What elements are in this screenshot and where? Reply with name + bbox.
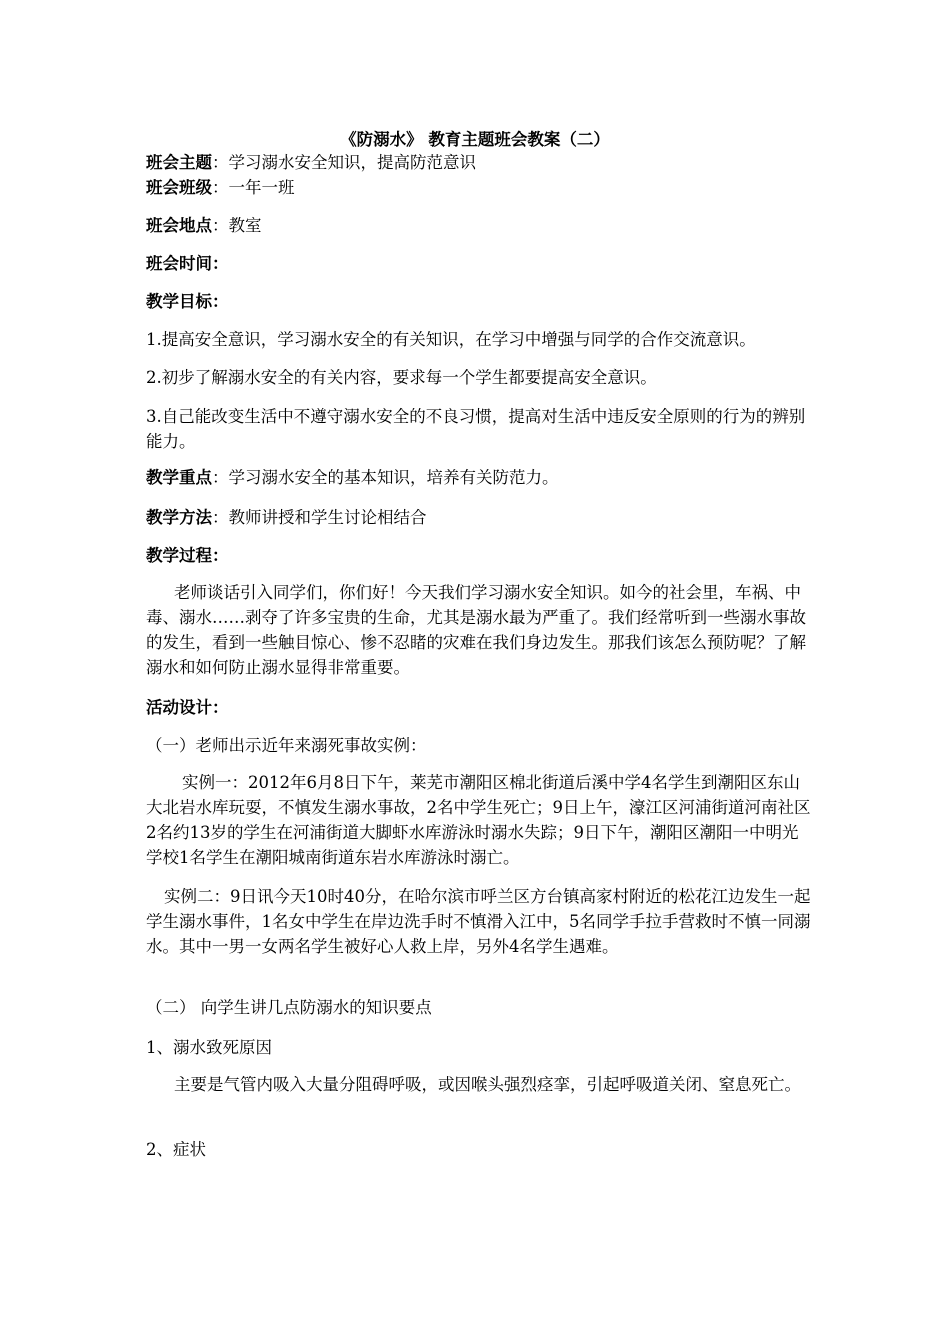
- theme-row: 班会主题：学习溺水安全知识，提高防范意识: [146, 153, 476, 172]
- goals-heading: 教学目标：: [146, 292, 229, 311]
- theme-value: 学习溺水安全知识，提高防范意识: [228, 153, 476, 172]
- place-row: 班会地点：教室: [146, 216, 262, 235]
- goal-item: 1.提高安全意识，学习溺水安全的有关知识，在学习中增强与同学的合作交流意识。: [146, 330, 756, 349]
- example-paragraph: 实例二：9日讯今天10时40分，在哈尔滨市呼兰区方台镇高家村附近的松花江边发生一起学生溺水事件，1名女中学生在岸边洗手时不慎滑入江中，5名同学手拉手营救时不慎一同溺水。其中一男一女两名学生被好心人救上岸，另外4名学生遇难。: [146, 887, 811, 956]
- document-title: 《防溺水》 教育主题班会教案（二）: [340, 130, 610, 149]
- point-heading: 2、症状: [146, 1140, 206, 1159]
- method-label: 教学方法: [146, 508, 212, 527]
- theme-label: 班会主题: [146, 153, 212, 172]
- activity-heading: 活动设计：: [146, 698, 229, 717]
- key-row: 教学重点：学习溺水安全的基本知识，培养有关防范力。: [146, 468, 559, 487]
- place-label: 班会地点: [146, 216, 212, 235]
- time-row: 班会时间：: [146, 254, 229, 273]
- point-paragraph: 主要是气管内吸入大量分阻碍呼吸，或因喉头强烈痉挛，引起呼吸道关闭、窒息死亡。: [174, 1075, 801, 1094]
- time-label: 班会时间: [146, 254, 212, 273]
- class-label: 班会班级: [146, 178, 212, 197]
- class-row: 班会班级：一年一班: [146, 178, 295, 197]
- section-heading: （一）老师出示近年来溺死事故实例：: [146, 736, 427, 755]
- method-row: 教学方法：教师讲授和学生讨论相结合: [146, 508, 427, 527]
- method-value: 教师讲授和学生讨论相结合: [228, 508, 427, 527]
- example-paragraph: 实例一：2012年6月8日下午，莱芜市潮阳区棉北街道后溪中学4名学生到潮阳区东山大北岩水库玩耍，不慎发生溺水事故，2名中学生死亡；9日上午，濠江区河浦街道河南社区2名约13岁的学生在河浦街道大脚虾水库游泳时溺水失踪；9日下午，潮阳区潮阳一中明光学校1名学生在潮阳城南街道东岩水库游泳时溺亡。: [146, 773, 811, 867]
- goal-item: 2.初步了解溺水安全的有关内容，要求每一个学生都要提高安全意识。: [146, 368, 657, 387]
- section-heading: （二） 向学生讲几点防溺水的知识要点: [146, 998, 432, 1017]
- process-paragraph: 老师谈话引入同学们，你们好！今天我们学习溺水安全知识。如今的社会里，车祸、中毒、溺水……剥夺了许多宝贵的生命，尤其是溺水最为严重了。我们经常听到一些溺水事故的发生，看到一些触目惊心、惨不忍睹的灾难在我们身边发生。那我们该怎么预防呢？了解溺水和如何防止溺水显得非常重要。: [146, 583, 806, 677]
- key-value: 学习溺水安全的基本知识，培养有关防范力。: [228, 468, 559, 487]
- point-heading: 1、溺水致死原因: [146, 1038, 272, 1057]
- class-value: 一年一班: [228, 178, 295, 197]
- process-heading: 教学过程：: [146, 546, 229, 565]
- place-value: 教室: [228, 216, 262, 235]
- goal-item: 3.自己能改变生活中不遵守溺水安全的不良习惯，提高对生活中违反安全原则的行为的辨别能力。: [146, 407, 806, 451]
- key-label: 教学重点: [146, 468, 212, 487]
